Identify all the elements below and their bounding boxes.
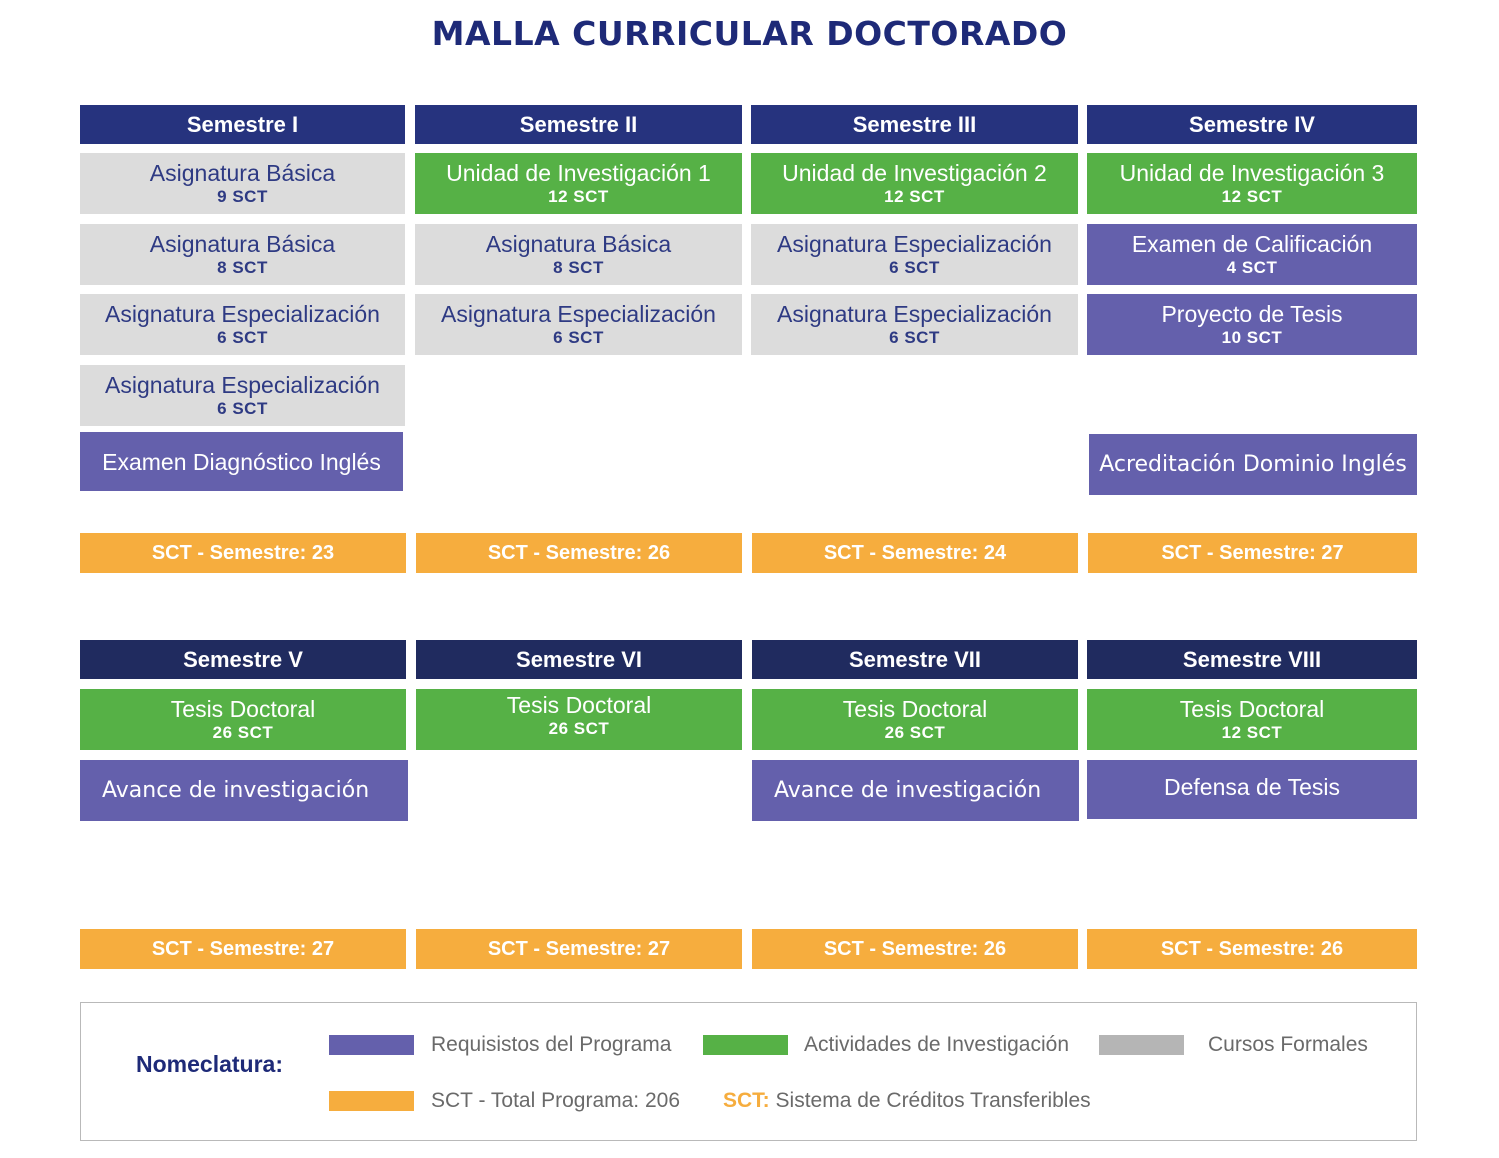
- research-credits: 26 SCT: [884, 722, 946, 742]
- research-credits: 26 SCT: [548, 719, 610, 738]
- research-box: [752, 689, 1078, 750]
- research-credits: 12 SCT: [1221, 186, 1283, 206]
- legend-swatch-sct-total: [329, 1091, 414, 1111]
- legend-sct-meaning: Sistema de Créditos Transferibles: [775, 1089, 1091, 1112]
- course-name: Asignatura Especialización: [777, 230, 1052, 257]
- semester-sct-total: SCT - Semestre: 23: [80, 533, 406, 573]
- research-box: [416, 689, 742, 750]
- course-box: [80, 294, 405, 355]
- semester-header-1: Semestre I: [80, 105, 405, 144]
- course-name: Asignatura Especialización: [441, 300, 716, 327]
- research-credits: 12 SCT: [1221, 722, 1283, 742]
- semester-header-3: Semestre III: [751, 105, 1078, 144]
- semester-header-6: Semestre VI: [416, 640, 742, 679]
- requirement-name: Proyecto de Tesis: [1161, 300, 1343, 327]
- research-name: Tesis Doctoral: [842, 695, 988, 722]
- legend-label-investigacion: Actividades de Investigación: [804, 1033, 1069, 1056]
- course-credits: 8 SCT: [553, 257, 604, 277]
- research-box: [1087, 153, 1417, 214]
- semester-header-2: Semestre II: [415, 105, 742, 144]
- requirement-name: Defensa de Tesis: [1163, 774, 1340, 800]
- research-box: [80, 689, 406, 750]
- course-box: [80, 224, 405, 285]
- requirement-box: [1087, 294, 1417, 355]
- course-credits: 6 SCT: [553, 327, 604, 347]
- semester-sct-total: SCT - Semestre: 27: [80, 929, 406, 969]
- course-credits: 6 SCT: [217, 398, 268, 418]
- research-credits: 26 SCT: [212, 722, 274, 742]
- course-box: [415, 224, 742, 285]
- course-name: Asignatura Especialización: [105, 300, 380, 327]
- course-name: Asignatura Especialización: [105, 371, 380, 398]
- course-credits: 8 SCT: [217, 257, 268, 277]
- requirement-credits: 4 SCT: [1226, 257, 1278, 277]
- legend-sct-definition: [723, 1089, 1091, 1113]
- course-box: [415, 294, 742, 355]
- requirement-name: Avance de investigación: [102, 777, 370, 803]
- course-box: [751, 224, 1078, 285]
- legend-swatch-cursos: [1099, 1035, 1184, 1055]
- research-box: [751, 153, 1078, 214]
- semester-sct-total: SCT - Semestre: 27: [416, 929, 742, 969]
- legend-title: Nomeclatura:: [136, 1051, 283, 1077]
- course-box: [80, 153, 405, 214]
- research-name: Unidad de Investigación 3: [1119, 159, 1385, 186]
- research-credits: 12 SCT: [884, 186, 945, 206]
- requirement-box: [80, 432, 403, 491]
- semester-header-7: Semestre VII: [752, 640, 1078, 679]
- course-name: Asignatura Especialización: [777, 300, 1052, 327]
- course-name: Asignatura Básica: [485, 230, 672, 257]
- semester-sct-total: SCT - Semestre: 26: [1087, 929, 1417, 969]
- legend-box: [80, 1002, 1417, 1141]
- course-box: [751, 294, 1078, 355]
- requirement-box: [1087, 224, 1417, 285]
- research-name: Tesis Doctoral: [506, 692, 652, 718]
- course-credits: 9 SCT: [217, 186, 268, 206]
- research-name: Unidad de Investigación 2: [782, 159, 1047, 186]
- requirement-box: [1087, 760, 1417, 819]
- legend-swatch-requisitos: [329, 1035, 414, 1055]
- legend-label-requisitos: Requisistos del Programa: [431, 1033, 672, 1056]
- requirement-credits: 10 SCT: [1221, 327, 1283, 347]
- course-box: [80, 365, 405, 426]
- research-box: [1087, 689, 1417, 750]
- research-name: Tesis Doctoral: [170, 695, 316, 722]
- research-name: Tesis Doctoral: [1179, 695, 1325, 722]
- semester-header-8: Semestre VIII: [1087, 640, 1417, 679]
- page-title: MALLA CURRICULAR DOCTORADO: [431, 14, 1068, 53]
- research-box: [415, 153, 742, 214]
- requirement-box: [80, 760, 408, 821]
- course-credits: 6 SCT: [889, 257, 940, 277]
- research-name: Unidad de Investigación 1: [446, 159, 711, 186]
- semester-sct-total: SCT - Semestre: 26: [416, 533, 742, 573]
- semester-header-4: Semestre IV: [1087, 105, 1417, 144]
- semester-header-5: Semestre V: [80, 640, 406, 679]
- requirement-name: Examen de Calificación: [1131, 230, 1373, 257]
- legend-sct-abbr: SCT:: [723, 1089, 770, 1112]
- course-credits: 6 SCT: [217, 327, 268, 347]
- legend-swatch-investigacion: [703, 1035, 788, 1055]
- requirement-name: Acreditación Dominio Inglés: [1099, 451, 1407, 477]
- course-name: Asignatura Básica: [149, 230, 336, 257]
- requirement-name: Avance de investigación: [774, 777, 1042, 803]
- semester-sct-total: SCT - Semestre: 27: [1088, 533, 1417, 573]
- research-credits: 12 SCT: [548, 186, 609, 206]
- requirement-box: [752, 760, 1079, 821]
- semester-sct-total: SCT - Semestre: 26: [752, 929, 1078, 969]
- course-name: Asignatura Básica: [149, 159, 336, 186]
- requirement-name: Examen Diagnóstico Inglés: [102, 448, 381, 475]
- legend-label-sct-total: SCT - Total Programa: 206: [431, 1089, 681, 1112]
- requirement-box: [1089, 434, 1417, 495]
- legend-label-cursos: Cursos Formales: [1208, 1033, 1368, 1056]
- course-credits: 6 SCT: [889, 327, 940, 347]
- semester-sct-total: SCT - Semestre: 24: [752, 533, 1078, 573]
